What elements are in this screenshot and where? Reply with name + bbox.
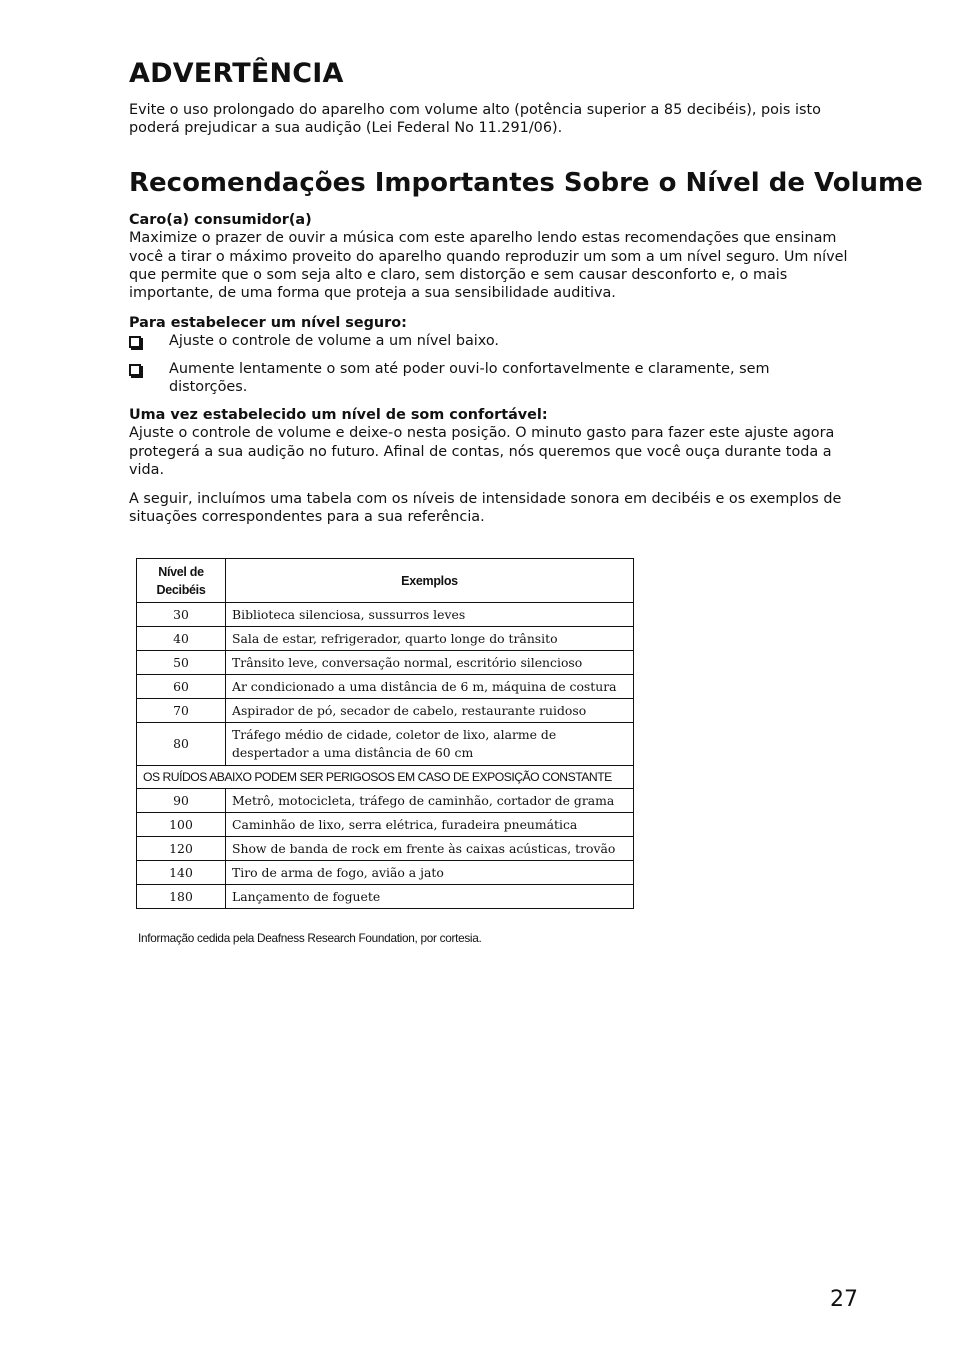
table-row [137, 723, 634, 766]
example-cell: Tiro de arma de fogo, avião a jato [226, 861, 634, 885]
table-row [137, 885, 634, 909]
checklist-item [129, 332, 857, 350]
level-cell: 140 [137, 861, 226, 885]
table-credit: Informação cedida pela Deafness Research Foundation, por cortesia. [138, 931, 482, 945]
table-row [137, 651, 634, 675]
table-row [137, 789, 634, 813]
example-cell: Biblioteca silenciosa, sussurros leves [226, 603, 634, 627]
comfort-text: Ajuste o controle de volume e deixe-o nesta posição. O minuto gasto para fazer este ajuste agora protegerá a sua audição no futuro. Afinal de contas, nós queremos que você ouça durante toda a vida. [129, 425, 835, 478]
consumer-heading: Caro(a) consumidor(a) [129, 212, 312, 228]
table-intro-section [129, 490, 857, 527]
comfort-section [129, 406, 857, 479]
consumer-text: Maximize o prazer de ouvir a música com este aparelho lendo estas recomendações que ensinam você a tirar o máximo proveito do aparelho quando reproduzir um som a um nível seguro. Um nível que permite que o som seja alto e claro, sem distorção e sem causar desconforto e, o mais importante, de uma forma que proteja a sua sensibilidade auditiva. [129, 230, 848, 302]
header-level-line1: Nível de [158, 564, 204, 579]
recommendations-title: Recomendações Importantes Sobre o Nível de Volume [129, 168, 923, 198]
example-cell: Tráfego médio de cidade, coletor de lixo, alarme de despertador a uma distância de 60 cm [226, 723, 634, 766]
level-cell: 30 [137, 603, 226, 627]
checkbox-icon [129, 364, 141, 376]
header-level [137, 559, 226, 603]
table-header-row [137, 559, 634, 603]
level-cell: 40 [137, 627, 226, 651]
consumer-section [129, 211, 857, 302]
header-level-line2: Decibéis [156, 582, 206, 597]
table-intro-text: A seguir, incluímos uma tabela com os níveis de intensidade sonora em decibéis e os exemplos de situações correspondentes para a sua referência. [129, 491, 842, 526]
table-row [137, 699, 634, 723]
table-row [137, 861, 634, 885]
checklist-item [129, 360, 857, 397]
example-cell: Show de banda de rock em frente às caixas acústicas, trovão [226, 837, 634, 861]
table-row [137, 627, 634, 651]
checklist-item-text: Aumente lentamente o som até poder ouvi-lo confortavelmente e claramente, sem distorções. [169, 360, 770, 395]
example-cell: Caminhão de lixo, serra elétrica, furadeira pneumática [226, 813, 634, 837]
example-cell: Lançamento de foguete [226, 885, 634, 909]
danger-note-row [137, 766, 634, 789]
table-row [137, 603, 634, 627]
level-cell: 90 [137, 789, 226, 813]
danger-note: OS RUÍDOS ABAIXO PODEM SER PERIGOSOS EM CASO DE EXPOSIÇÃO CONSTANTE [137, 766, 634, 789]
example-cell: Metrô, motocicleta, tráfego de caminhão, cortador de grama [226, 789, 634, 813]
table-row [137, 837, 634, 861]
checklist-item-text: Ajuste o controle de volume a um nível baixo. [169, 333, 499, 350]
level-cell: 120 [137, 837, 226, 861]
warning-text: Evite o uso prolongado do aparelho com volume alto (potência superior a 85 decibéis), pois isto poderá prejudicar a sua audição (Lei Federal No 11.291/06). [129, 102, 821, 137]
header-examples: Exemplos [226, 559, 634, 603]
example-cell: Ar condicionado a uma distância de 6 m, máquina de costura [226, 675, 634, 699]
level-cell: 180 [137, 885, 226, 909]
safe-level-heading: Para estabelecer um nível seguro: [129, 315, 407, 331]
level-cell: 70 [137, 699, 226, 723]
level-cell: 100 [137, 813, 226, 837]
example-cell: Sala de estar, refrigerador, quarto longe do trânsito [226, 627, 634, 651]
level-cell: 50 [137, 651, 226, 675]
level-cell: 80 [137, 723, 226, 766]
checkbox-icon [129, 336, 141, 348]
safe-level-section [129, 314, 857, 396]
level-cell: 60 [137, 675, 226, 699]
table-row [137, 813, 634, 837]
warning-title: ADVERTÊNCIA [129, 58, 344, 89]
table-row [137, 675, 634, 699]
example-cell: Trânsito leve, conversação normal, escritório silencioso [226, 651, 634, 675]
example-cell: Aspirador de pó, secador de cabelo, restaurante ruidoso [226, 699, 634, 723]
page-number: 27 [830, 1287, 858, 1312]
comfort-heading: Uma vez estabelecido um nível de som confortável: [129, 407, 548, 423]
decibel-table [136, 558, 634, 909]
